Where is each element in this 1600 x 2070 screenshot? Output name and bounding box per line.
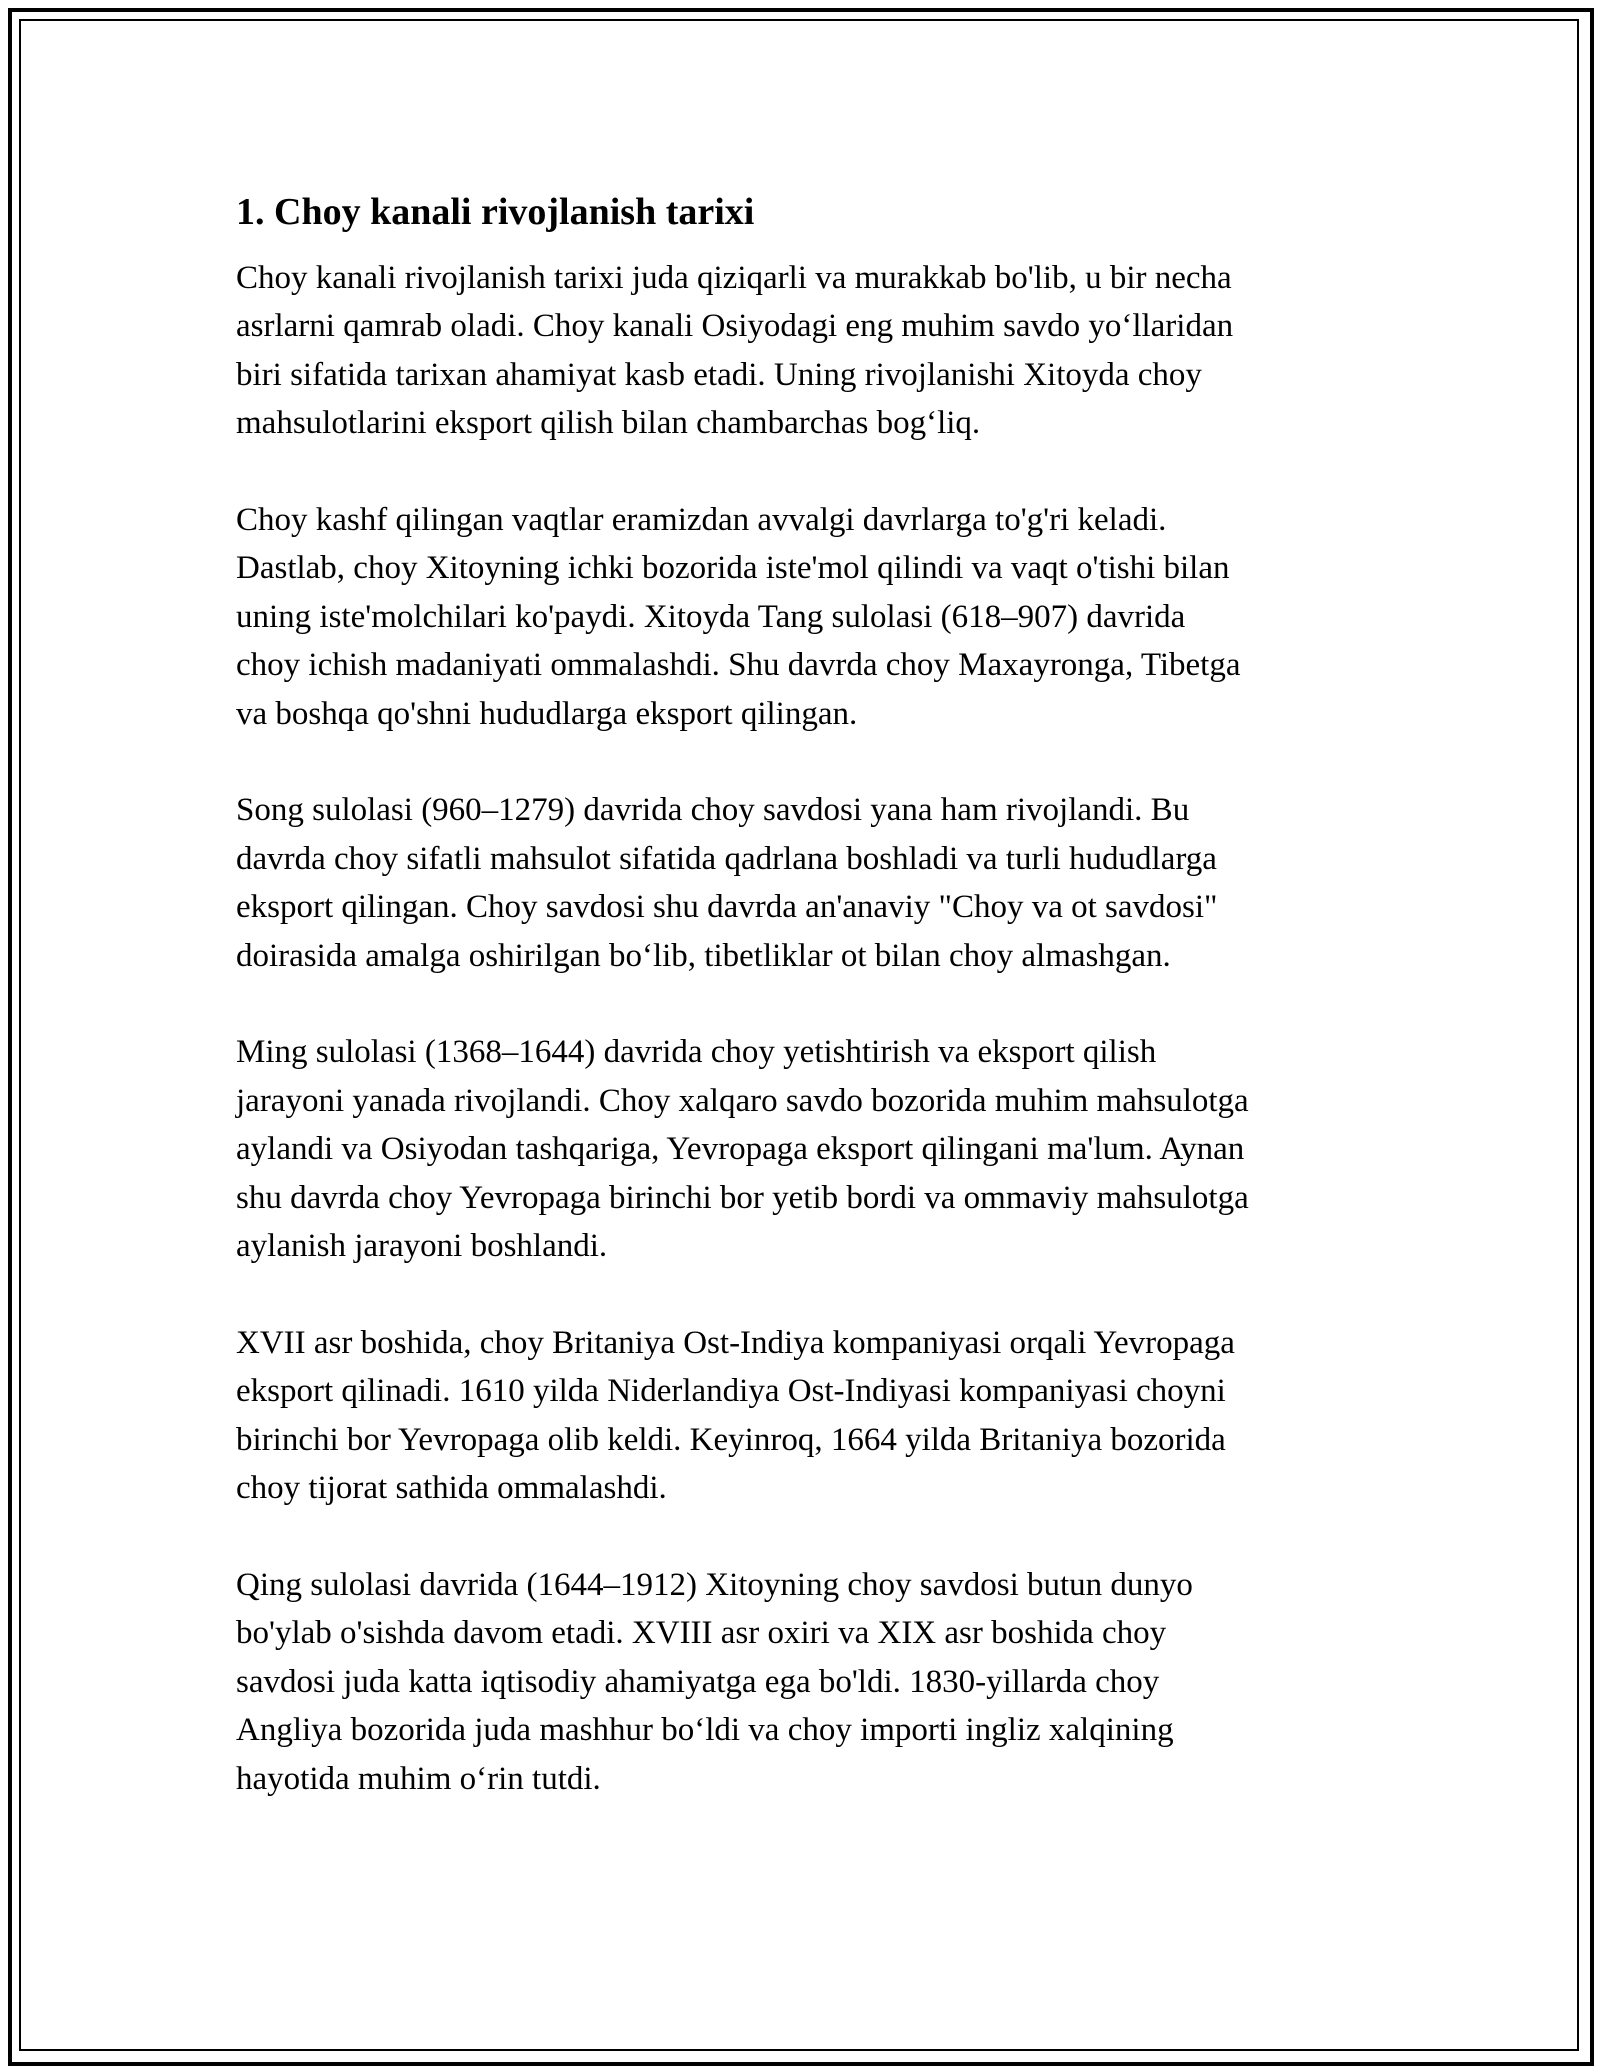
document-body [236, 186, 1386, 1851]
text-line: Song sulolasi (960–1279) davrida choy savdosi yana ham rivojlandi. Bu [236, 792, 1190, 829]
text-line: Choy kanali rivojlanish tarixi juda qiziqarli va murakkab bo'lib, u bir necha [236, 260, 1232, 296]
text-line: eksport qilingan. Choy savdosi shu davrda an'anaviy "Choy va ot savdosi" [236, 889, 1218, 926]
paragraph [236, 786, 1386, 980]
text-line: aylandi va Osiyodan tashqariga, Yevropaga eksport qilingani ma'lum. Aynan [236, 1131, 1245, 1168]
text-line: mahsulotlarini eksport qilish bilan chambarchas bog‘liq. [236, 405, 981, 442]
text-line: asrlarni qamrab oladi. Choy kanali Osiyodagi eng muhim savdo yo‘llaridan [236, 308, 1234, 345]
text-line: aylanish jarayoni boshlandi. [236, 1228, 608, 1265]
text-line: hayotida muhim o‘rin tutdi. [236, 1760, 601, 1797]
paragraph [236, 1028, 1386, 1270]
text-line: va boshqa qo'shni hududlarga eksport qilingan. [236, 695, 858, 732]
text-line: bo'ylab o'sishda davom etadi. XVIII asr oxiri va XIX asr boshida choy [236, 1615, 1167, 1652]
text-line: savdosi juda katta iqtisodiy ahamiyatga ega bo'ldi. 1830-yillarda choy [236, 1663, 1160, 1700]
paragraph [236, 1319, 1386, 1513]
text-line: choy ichish madaniyati ommalashdi. Shu davrda choy Maxayronga, Tibetga [236, 647, 1241, 684]
text-line: uning iste'molchilari ko'paydi. Xitoyda Tang sulolasi (618–907) davrida [236, 598, 1186, 635]
text-line: jarayoni yanada rivojlandi. Choy xalqaro savdo bozorida muhim mahsulotga [236, 1082, 1249, 1119]
text-line: choy tijorat sathida ommalashdi. [236, 1470, 667, 1507]
paragraph [236, 496, 1386, 738]
text-line: Ming sulolasi (1368–1644) davrida choy yetishtirish va eksport qilish [236, 1034, 1157, 1071]
paragraph [236, 254, 1386, 448]
text-line: shu davrda choy Yevropaga birinchi bor yetib bordi va ommaviy mahsulotga [236, 1179, 1249, 1216]
paragraph [236, 1561, 1386, 1803]
text-line: Qing sulolasi davrida (1644–1912) Xitoyning choy savdosi butun dunyo [236, 1566, 1193, 1603]
text-line: eksport qilinadi. 1610 yilda Niderlandiya Ost-Indiyasi kompaniyasi choyni [236, 1373, 1226, 1410]
text-line: Angliya bozorida juda mashhur bo‘ldi va choy importi ingliz xalqining [236, 1712, 1174, 1749]
section-heading: 1. Choy kanali rivojlanish tarixi [236, 191, 755, 233]
text-line: doirasida amalga oshirilgan bo‘lib, tibetliklar ot bilan choy almashgan. [236, 937, 1171, 974]
text-line: birinchi bor Yevropaga olib keldi. Keyinroq, 1664 yilda Britaniya bozorida [236, 1421, 1226, 1458]
text-line: biri sifatida tarixan ahamiyat kasb etadi. Uning rivojlanishi Xitoyda choy [236, 356, 1202, 393]
text-line: davrda choy sifatli mahsulot sifatida qadrlana boshladi va turli hududlarga [236, 840, 1217, 877]
text-line: Choy kashf qilingan vaqtlar eramizdan avvalgi davrlarga to'g'ri keladi. [236, 502, 1167, 539]
text-line: XVII asr boshida, choy Britaniya Ost-Indiya kompaniyasi orqali Yevropaga [236, 1324, 1235, 1361]
text-line: Dastlab, choy Xitoyning ichki bozorida iste'mol qilindi va vaqt o'tishi bilan [236, 550, 1230, 587]
